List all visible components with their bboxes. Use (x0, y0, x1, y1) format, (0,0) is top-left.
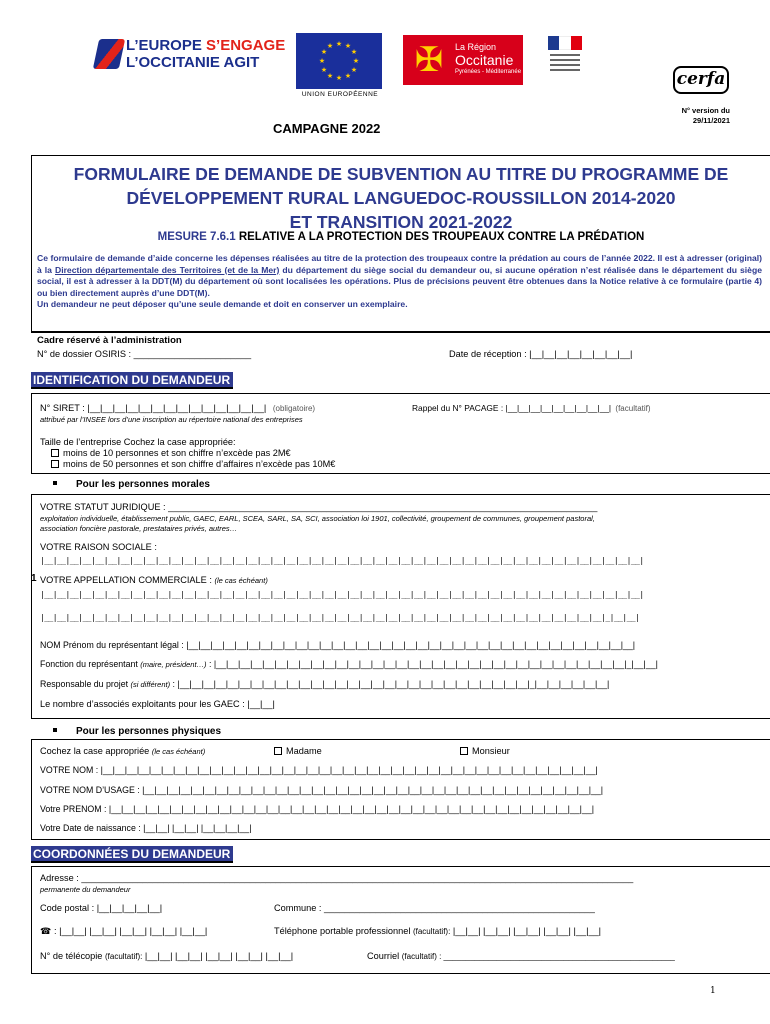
madame-checkbox[interactable] (274, 747, 282, 755)
ddtm-link[interactable]: Direction départementale des Territoires (et de la Mer) (54, 264, 280, 275)
taille-option-1[interactable] (51, 448, 291, 458)
taille-option-2-label: moins de 50 personnes et son chiffre d’affaires n’excède pas 10M€ (63, 459, 336, 469)
svg-text:★: ★ (320, 66, 328, 74)
intro-text-2: du département du siège social du demandeur ou, si aucune opération n’est réalisée dans le département du siège social, il est à adresser à la DDT(M) du département où sont localisées les opérations. Plus de précisions peuvent être obtenues dans la Notice relative à ce formulaire (partie 4) ou bien directement auprès d’une DDT(M). (37, 264, 762, 298)
form-title-line-2: DÉVELOPPEMENT RURAL LANGUEDOC-ROUSSILLON 2014-2020 (126, 188, 676, 208)
page-number: 1 (710, 986, 716, 996)
svg-text:★: ★ (350, 66, 358, 74)
appellation-label: VOTRE APPELLATION COMMERCIALE : (40, 575, 212, 585)
statut-note-1: exploitation individuelle, établissement public, GAEC, EARL, SCEA, SARL, SA, SCI, association loi 1901, collectivité, groupement de communes, groupement pastoral, (40, 514, 595, 523)
raison-label: VOTRE RAISON SOCIALE : (40, 542, 157, 552)
portable-field[interactable]: |__|__| |__|__| |__|__| |__|__| |__|__| (452, 926, 602, 936)
mesure-number: MESURE 7.6.1 (157, 231, 236, 243)
appellation-field-2[interactable]: |__|__|__|__|__|__|__|__|__|__|__|__|__|__|__|__|__|__|__|__|__|__|__|__|__|__|__|__|__|__|__|__|__|__|__|__|__|__|__|__|__|__|__|__|_|__|__| (40, 613, 640, 622)
version-date: 29/11/2021 (692, 116, 730, 125)
madame-option[interactable] (274, 746, 322, 756)
french-flag-icon (548, 36, 582, 50)
physiques-heading-text: Pour les personnes physiques (76, 726, 222, 737)
intro-text-1: Ce formulaire de demande d’aide concerne les dépenses réalisées au titre de la protection des troupeaux contre la prédation au cours de l’année 2022. Il est à adresser (original) à la (37, 253, 762, 275)
monsieur-label: Monsieur (472, 746, 510, 756)
morales-heading (53, 479, 210, 490)
europe-occitanie-logo (96, 35, 286, 75)
representant-field[interactable]: NOM Prénom du représentant légal : |__|__|__|__|__|__|__|__|__|__|__|__|__|__|__|__|__|__|__|__|__|__|__|__|__|__|__|__|__|__|__|__|__|__|__|__|__| (40, 640, 636, 650)
siret-field[interactable]: N° SIRET : |__|__|__|__|__|__|__|__|__|__|__|__|__|__| (40, 403, 267, 413)
fonction-note: (maire, président…) (140, 660, 207, 669)
morales-heading-text: Pour les personnes morales (76, 479, 210, 490)
civilite-note: (le cas échéant) (151, 747, 206, 756)
nom-usage-field[interactable]: VOTRE NOM D’USAGE : |__|__|__|__|__|__|__|__|__|__|__|__|__|__|__|__|__|__|__|__|__|__|__|__|__|__|__|__|__|__|__|__|__|__|__|__|__|__| (40, 785, 604, 795)
eu-caption: UNION EUROPÉENNE (301, 91, 379, 98)
svg-text:★: ★ (335, 74, 343, 82)
eu-stars-icon (296, 33, 382, 89)
campagne-title: CAMPAGNE 2022 (273, 121, 381, 136)
mesure-description: RELATIVE A LA PROTECTION DES TROUPEAUX CONTRE LA PRÉDATION (235, 231, 645, 243)
taille-option-1-label: moins de 10 personnes et son chiffre n’excède pas 2M€ (63, 448, 291, 458)
pacage-field[interactable]: Rappel du N° PACAGE : |__|__|__|__|__|__|__|__|__| (412, 403, 612, 413)
prenom-field[interactable]: Votre PRENOM : |__|__|__|__|__|__|__|__|__|__|__|__|__|__|__|__|__|__|__|__|__|__|__|__|__|__|__|__|__|__|__|__|__|__|__|__|__|__|__|__| (40, 804, 595, 814)
courriel-field[interactable]: (facultatif) : ____________________________________________________ (401, 952, 675, 961)
coordonnees-header: COORDONNÉES DU DEMANDEUR (31, 846, 233, 863)
europe-logo-text-1b: S’ENGAGE (206, 37, 286, 54)
nom-field[interactable]: VOTRE NOM : |__|__|__|__|__|__|__|__|__|__|__|__|__|__|__|__|__|__|__|__|__|__|__|__|__|__|__|__|__|__|__|__|__|__|__|__|__|__|__|__|__| (40, 765, 598, 775)
responsable-note: (si différent) (130, 680, 171, 689)
svg-text:★: ★ (335, 40, 343, 48)
taille-option-2[interactable] (51, 459, 335, 469)
svg-text:★: ★ (344, 42, 352, 50)
occitanie-logo (403, 35, 523, 85)
raison-field[interactable]: |__|__|__|__|__|__|__|__|__|__|__|__|__|__|__|__|__|__|__|__|__|__|__|__|__|__|__|__|__|__|__|__|__|__|__|__|__|__|__|__|__|__|__|__|__|__|__| (40, 556, 644, 565)
eu-flag (296, 33, 382, 89)
taille-label: Taille de l’entreprise Cochez la case appropriée: (40, 437, 236, 447)
republique-francaise-logo (545, 33, 585, 88)
portable-label: Téléphone portable professionnel (274, 926, 411, 936)
commune-field[interactable]: Commune : _____________________________________________________ (274, 903, 595, 913)
svg-text:★: ★ (344, 72, 352, 80)
form-title-line-1: FORMULAIRE DE DEMANDE DE SUBVENTION AU TITRE DU PROGRAMME DE (73, 164, 729, 184)
responsable-field[interactable]: : |__|__|__|__|__|__|__|__|__|__|__|__|__|__|__|__|__|__|__|__|__|__|__|__|__|__|__|__|__|_|__|__|__|__|__|__| (172, 679, 610, 689)
madame-label: Madame (286, 746, 322, 756)
version-label: N° version du (681, 106, 730, 115)
taille-2-checkbox[interactable] (51, 460, 59, 468)
pacage-note: (facultatif) (615, 404, 651, 413)
gaec-field[interactable]: Le nombre d’associés exploitants pour les GAEC : |__|__| (40, 699, 275, 709)
europe-logo-text-2b: AGIT (223, 54, 260, 71)
occitanie-logo-text-2: Occitanie (455, 52, 514, 68)
naissance-field[interactable]: Votre Date de naissance : |__|__| |__|__| |__|__|__|__| (40, 823, 252, 833)
osiris-field[interactable]: N° de dossier OSIRIS : _______________________ (37, 349, 252, 359)
responsable-label: Responsable du projet (40, 679, 129, 689)
taille-1-checkbox[interactable] (51, 449, 59, 457)
telephone-field[interactable]: : |__|__| |__|__| |__|__| |__|__| |__|__| (54, 926, 208, 936)
europe-logo-text-2a: L’OCCITANIE (126, 54, 220, 71)
adresse-field[interactable]: Adresse : ____________________________________________________________________________________________________________ (40, 873, 634, 883)
telecopie-field[interactable]: |__|__| |__|__| |__|__| |__|__| |__|__| (144, 951, 294, 961)
occitanie-logo-text-1: La Région (455, 42, 497, 52)
intro-text-3: Un demandeur ne peut déposer qu’une seule demande et doit en conserver un exemplaire. (37, 299, 408, 310)
portable-note: (facultatif): (412, 927, 451, 936)
svg-text:★: ★ (326, 72, 334, 80)
rf-text-lines (550, 54, 580, 71)
fonction-label: Fonction du représentant (40, 659, 138, 669)
mesure-title (31, 231, 770, 243)
phone-icon: ☎ (40, 926, 52, 936)
code-postal-field[interactable]: Code postal : |__|__|__|__|__| (40, 903, 163, 913)
europe-logo-mark (93, 39, 125, 69)
siret-subnote: attribué par l’INSEE lors d’une inscription au répertoire national des entreprises (40, 415, 303, 424)
version-info (640, 106, 730, 126)
monsieur-checkbox[interactable] (460, 747, 468, 755)
telecopie-label: N° de télécopie (40, 951, 103, 961)
identification-header: IDENTIFICATION DU DEMANDEUR (31, 372, 233, 389)
statut-note-2: association foncière pastorale, prestataires privés, autres… (40, 524, 238, 533)
appellation-note: (le cas échéant) (214, 576, 268, 585)
svg-text:★: ★ (320, 48, 328, 56)
occitan-cross-icon: ✠ (414, 41, 444, 79)
bullet-icon (53, 481, 57, 485)
form-title-line-3: ET TRANSITION 2021-2022 (289, 212, 513, 232)
bullet-icon (53, 728, 57, 732)
side-number: 1 (31, 573, 37, 584)
svg-text:★: ★ (352, 57, 360, 65)
reception-date-field[interactable]: Date de réception : |__|__|__|__|__|__|__|__| (449, 349, 633, 359)
physiques-heading (53, 726, 221, 737)
cerfa-logo: cerfa (673, 66, 729, 94)
siret-note: (obligatoire) (272, 404, 316, 413)
svg-text:★: ★ (350, 48, 358, 56)
civilite-label: Cochez la case appropriée (40, 746, 150, 756)
statut-field[interactable]: VOTRE STATUT JURIDIQUE : ____________________________________________________________________________________ (40, 502, 598, 512)
appellation-field-1[interactable]: |__|__|__|__|__|__|__|__|__|__|__|__|__|__|__|__|__|__|__|__|__|__|__|__|__|__|__|__|__|__|__|__|__|__|__|__|__|__|__|__|__|__|__|__|__|__|__| (40, 590, 644, 599)
occitanie-logo-text-3: Pyrénées - Méditerranée (455, 69, 522, 75)
adresse-note: permanente du demandeur (40, 885, 131, 894)
europe-logo-text-1a: L’EUROPE (126, 37, 202, 54)
form-title (31, 162, 770, 234)
fonction-field[interactable]: : |__|__|__|__|__|__|__|__|__|__|__|__|__|__|__|__|__|__|__|__|__|__|__|__|__|__|__|__|__|__|__|__|__|__|_|__|__| (209, 659, 658, 669)
eu-flag-logo (296, 33, 384, 97)
intro-paragraph (37, 253, 762, 311)
courriel-label: Courriel (367, 951, 400, 961)
telecopie-note: (facultatif): (104, 952, 143, 961)
svg-text:★: ★ (318, 57, 326, 65)
svg-text:★: ★ (326, 42, 334, 50)
monsieur-option[interactable] (460, 746, 510, 756)
admin-title: Cadre réservé à l’administration (37, 335, 182, 346)
